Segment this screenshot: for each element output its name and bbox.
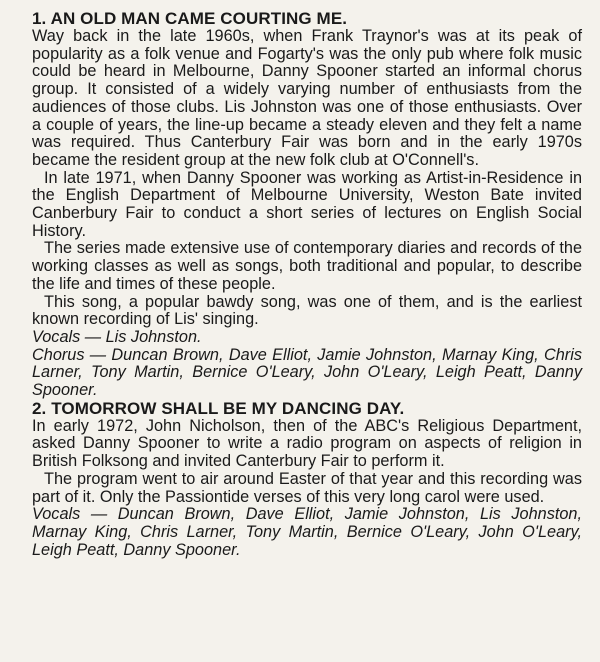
track-1-title: 1. AN OLD MAN CAME COURTING ME. <box>32 9 348 28</box>
track-2-paragraph-2: The program went to air around Easter of that year and this recording was part of it. Only the Passiontide verses of this very long carol were used. <box>32 469 582 506</box>
track-1-paragraph-2: In late 1971, when Danny Spooner was working as Artist-in-Residence in the English Department of Melbourne University, Weston Bate invited Canberbury Fair to conduct a short series of lectures on English Social History. <box>32 168 582 240</box>
track-1-vocals-credit: Vocals — Lis Johnston. <box>32 327 202 346</box>
track-2-vocals-credit: Vocals — Duncan Brown, Dave Elliot, Jamie Johnston, Lis Johnston, Marnay King, Chris Larner, Tony Martin, Bernice O'Leary, John O'Leary, Leigh Peatt, Danny Spooner. <box>32 505 582 559</box>
track-1-notes <box>32 10 582 400</box>
track-2-paragraph-1: In early 1972, John Nicholson, then of the ABC's Religious Department, asked Danny Spooner to write a radio program on aspects of religion in British Folksong and invited Canterbury Fair to perform it. <box>32 416 582 471</box>
track-1-paragraph-1: Way back in the late 1960s, when Frank Traynor's was at its peak of popularity as a folk venue and Fogarty's was the only pub where folk music could be heard in Melbourne, Danny Spooner started an informal chorus group. It consisted of a widely varying number of enthusiasts from the audiences of those clubs. Lis Johnston was one of those enthusiasts. Over a couple of years, the line-up became a steady eleven and they felt a name was required. Thus Canterbury Fair was born and in the early 1970s became the resident group at the new folk club at O'Connell's. <box>32 27 582 169</box>
track-2-title: 2. TOMORROW SHALL BE MY DANCING DAY. <box>32 398 405 418</box>
track-1-chorus-credit: Chorus — Duncan Brown, Dave Elliot, Jamie Johnston, Marnay King, Chris Larner, Tony Martin, Bernice O'Leary, John O'Leary, Leigh Peatt, Danny Spooner. <box>32 345 582 400</box>
track-2-notes <box>32 400 582 560</box>
track-1-paragraph-3: The series made extensive use of contemporary diaries and records of the working classes as well as songs, both traditional and popular, to describe the life and times of these people. <box>32 239 582 293</box>
track-1-paragraph-4: This song, a popular bawdy song, was one of them, and is the earliest known recording of Lis' singing. <box>32 292 582 329</box>
